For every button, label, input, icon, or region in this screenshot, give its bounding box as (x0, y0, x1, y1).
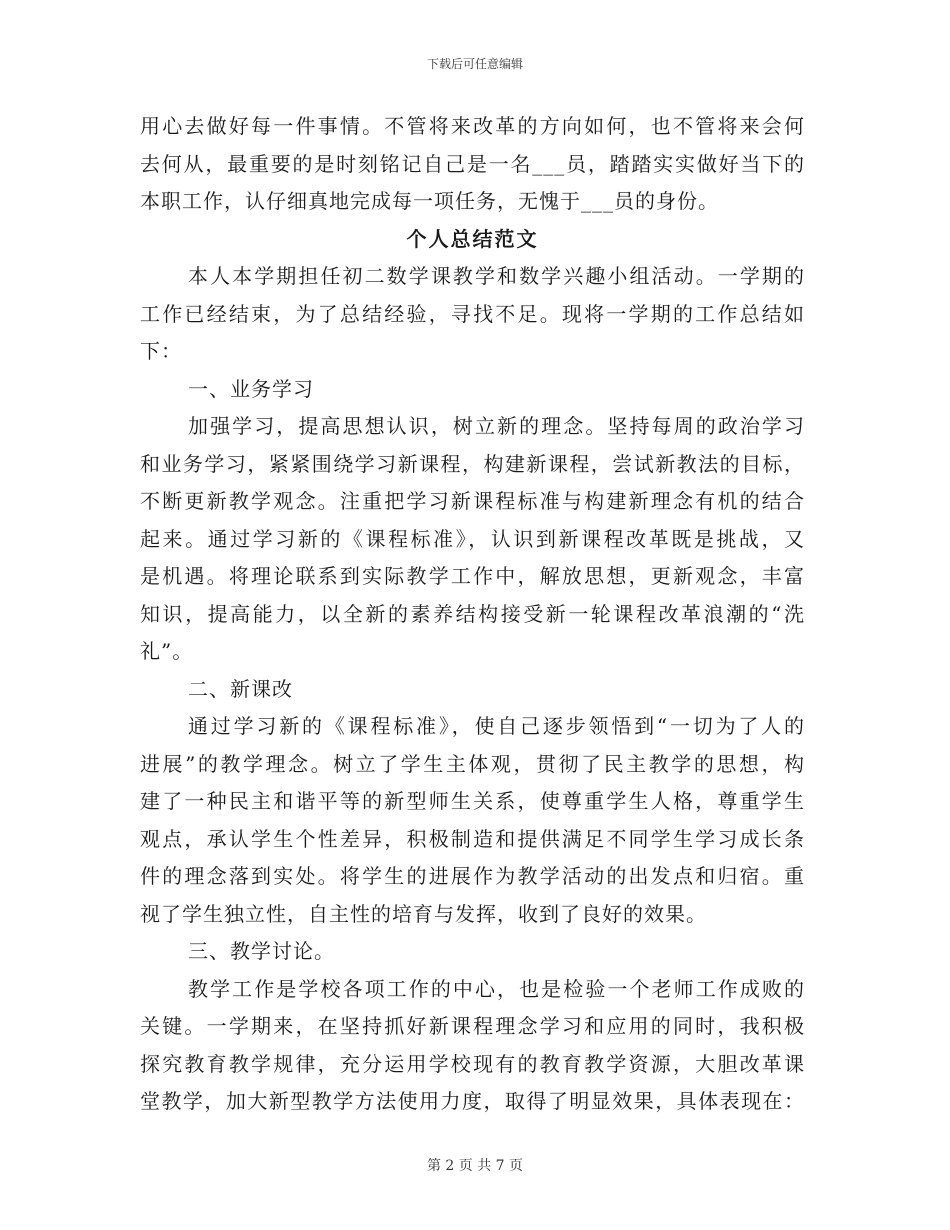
page-footer: 第 2 页 共 7 页 (426, 1158, 524, 1174)
document-body (140, 108, 805, 1121)
paragraph-line: 观点，承认学生个性差异，积极制造和提供满足不同学生学习成长条 (140, 826, 805, 851)
subheading: 三、教学讨论。 (188, 939, 335, 963)
paragraph-line: 通过学习新的《课程标准》，使自己逐步领悟到“一切为了人的 (188, 714, 805, 738)
paragraph-line: 工作已经结束，为了总结经验，寻找不足。现将一学期的工作总结如 (140, 301, 805, 326)
paragraph-line: 进展”的教学理念。树立了学生主体观，贯彻了民主教学的思想，构 (140, 751, 805, 776)
paragraph-line: 建了一种民主和谐平等的新型师生关系，使尊重学生人格，尊重学生 (140, 789, 805, 813)
paragraph-line: 去何从，最重要的是时刻铭记自己是一名___员，踏踏实实做好当下的 (140, 151, 805, 176)
header-note: 下载后可任意编辑 (426, 57, 523, 71)
subheading: 二、新课改 (188, 676, 293, 701)
paragraph-line: 加强学习，提高思想认识，树立新的理念。坚持每周的政治学习 (188, 414, 805, 438)
section-title: 个人总结范文 (406, 226, 539, 251)
paragraph-line: 探究教育教学规律，充分运用学校现有的教育教学资源，大胆改革课 (140, 1051, 805, 1076)
paragraph-line: 用心去做好每一件事情。不管将来改革的方向如何，也不管将来会何 (140, 114, 805, 138)
subheading: 一、业务学习 (188, 376, 314, 401)
paragraph-line: 视了学生独立性，自主性的培育与发挥，收到了良好的效果。 (140, 901, 707, 926)
paragraph-line: 是机遇。将理论联系到实际教学工作中，解放思想，更新观念，丰富 (140, 564, 805, 588)
paragraph-line: 知识，提高能力，以全新的素养结构接受新一轮课程改革浪潮的“洗 (140, 601, 805, 626)
paragraph-line: 下： (140, 339, 182, 363)
paragraph-line: 礼”。 (140, 639, 194, 663)
paragraph-line: 和业务学习，紧紧围绕学习新课程，构建新课程，尝试新教法的目标， (140, 451, 805, 476)
paragraph-line: 关键。一学期来，在坚持抓好新课程理念学习和应用的同时，我积极 (140, 1014, 805, 1038)
paragraph-line: 本职工作，认仔细真地完成每一项任务，无愧于___员的身份。 (140, 189, 719, 213)
paragraph-line: 件的理念落到实处。将学生的进展作为教学活动的出发点和归宿。重 (140, 864, 805, 888)
paragraph-line: 本人本学期担任初二数学课教学和数学兴趣小组活动。一学期的 (188, 264, 805, 288)
paragraph-line: 不断更新教学观念。注重把学习新课程标准与构建新理念有机的结合 (140, 489, 805, 513)
paragraph-line: 起来。通过学习新的《课程标准》，认识到新课程改革既是挑战，又 (140, 526, 805, 551)
paragraph-line: 教学工作是学校各项工作的中心，也是检验一个老师工作成败的 (188, 976, 805, 1001)
paragraph-line: 堂教学，加大新型教学方法使用力度，取得了明显效果，具体表现在： (140, 1089, 805, 1113)
